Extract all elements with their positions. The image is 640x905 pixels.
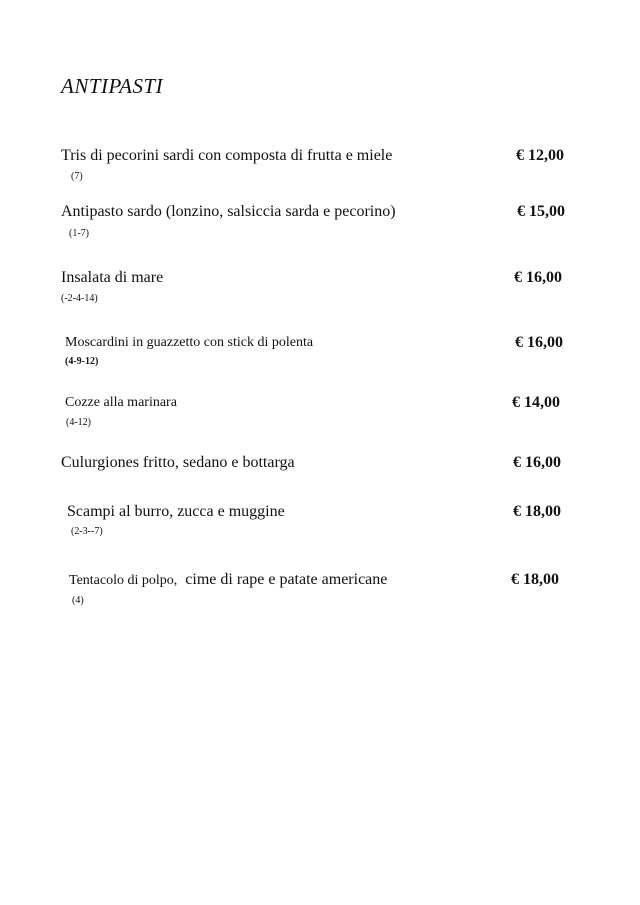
- menu-item: [0, 571, 640, 621]
- menu-item: [0, 269, 640, 319]
- dish-name: Cozze alla marinara: [65, 395, 177, 410]
- dish-price: € 18,00: [511, 571, 559, 588]
- dish-allergens: (7): [71, 171, 83, 182]
- dish-allergens: (4): [72, 595, 84, 606]
- dish-name: Antipasto sardo (lonzino, salsiccia sarda e pecorino): [61, 203, 396, 220]
- dish-price: € 18,00: [513, 503, 561, 520]
- dish-name: Tris di pecorini sardi con composta di frutta e miele: [61, 147, 393, 164]
- menu-item: [0, 503, 640, 553]
- dish-name-part1: Tentacolo di polpo,: [69, 573, 178, 588]
- dish-price: € 14,00: [512, 394, 560, 411]
- dish-allergens: (4-9-12): [65, 356, 99, 367]
- section-title: ANTIPASTI: [61, 74, 164, 98]
- dish-price: € 16,00: [514, 269, 562, 286]
- menu-item: [0, 203, 640, 253]
- dish-allergens: (-2-4-14): [61, 293, 98, 304]
- dish-allergens: (1-7): [69, 228, 89, 239]
- menu-item: [0, 394, 640, 444]
- dish-name: [69, 571, 387, 589]
- dish-allergens: (2-3--7): [71, 526, 103, 537]
- menu-item: [0, 334, 640, 384]
- dish-name: Insalata di mare: [61, 269, 164, 286]
- dish-name-part2: cime di rape e patate americane: [177, 571, 388, 588]
- dish-price: € 16,00: [513, 454, 561, 471]
- menu-item: [0, 147, 640, 197]
- dish-price: € 16,00: [515, 334, 563, 351]
- menu-item: [0, 454, 640, 504]
- dish-name: Scampi al burro, zucca e muggine: [67, 503, 285, 520]
- dish-allergens: (4-12): [66, 417, 91, 428]
- dish-name: Culurgiones fritto, sedano e bottarga: [61, 454, 295, 471]
- dish-name: Moscardini in guazzetto con stick di polenta: [65, 335, 314, 350]
- dish-price: € 15,00: [517, 203, 565, 220]
- dish-price: € 12,00: [516, 147, 564, 164]
